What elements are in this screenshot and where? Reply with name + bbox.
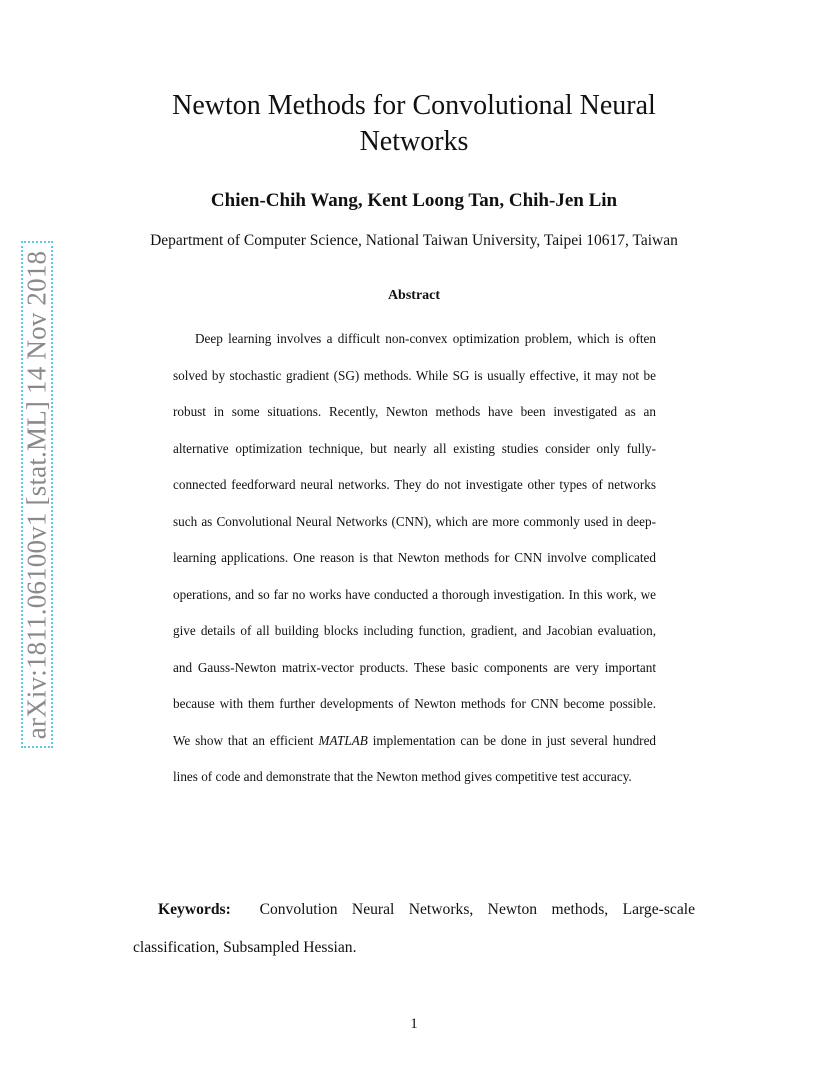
page-number: 1 [410,1016,418,1032]
author-list: Chien-Chih Wang, Kent Loong Tan, Chih-Jen Lin [210,190,618,211]
keywords-paragraph [133,891,695,967]
arxiv-identifier-text: arXiv:1811.06100v1 [stat.ML] 14 Nov 2018 [21,250,52,739]
keywords-text: Convolution Neural Networks, Newton methods, Large-scale classification, Subsampled Hessian. [133,901,696,956]
keywords-label: Keywords: [158,901,231,918]
abstract-text-part-1: Deep learning involves a difficult non-convex optimization problem, which is often solved by stochastic gradient (SG) methods. While SG is usually effective, it may not be robust in some situations. Recently, Newton methods have been investigated as an alternative optimization technique, but nearly all existing studies consider only fully-connected feedforward neural networks. They do not investigate other types of networks such as Convolutional Neural Networks (CNN), which are more commonly used in deep-learning applications. One reason is that Newton methods for CNN involve complicated operations, and so far no works have conducted a thorough investigation. In this work, we give details of all building blocks including function, gradient, and Jacobian evaluation, and Gauss-Newton matrix-vector products. These basic components are very important because with them further developments of Newton methods for CNN become possible. We show that an efficient [173,331,656,748]
abstract-emphasis-matlab: MATLAB [318,732,368,748]
arxiv-identifier-stamp [21,241,53,748]
abstract-text-part-2: implementation can be done in just several hundred lines of code and demonstrate that the Newton method gives competitive test accuracy. [173,732,657,784]
paper-title [120,88,708,160]
abstract-heading: Abstract [387,288,441,303]
author-affiliation: Department of Computer Science, National Taiwan University, Taipei 10617, Taiwan [150,232,678,249]
abstract-body [173,321,656,796]
paper-title-line-2: Networks [359,126,469,157]
paper-title-line-1: Newton Methods for Convolutional Neural [172,90,656,121]
